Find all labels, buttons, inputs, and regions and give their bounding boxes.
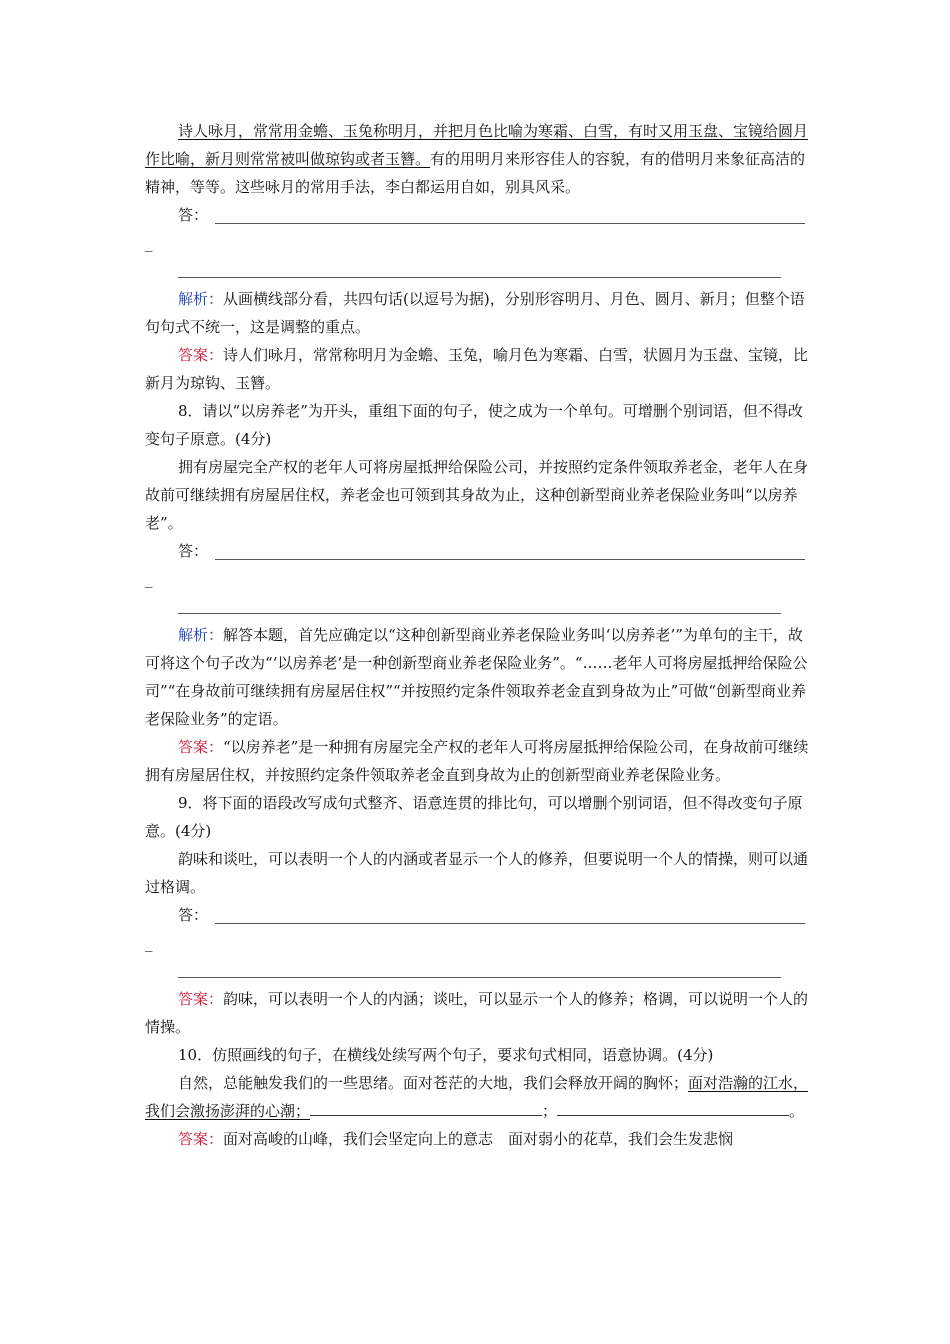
answer-label: 答案： [178,1130,224,1148]
answer-prefix: 答： [178,206,209,224]
period: 。 [789,1102,805,1120]
q7-analysis [145,285,813,341]
analysis-text: 解答本题，首先应确定以“这种创新型商业养老保险业务叫‘以房养老’”为单句的主干，故可将这个句子改为“‘以房养老’是一种创新型商业养老保险业务”。“……老年人可将房屋抵押给保险公司”“在身故前可继续拥有房屋居住权”“并按照约定条件领取养老金直到身故为止”可做“创新型商业养老保险业务”的定语。 [145,626,808,728]
q9-second-rule [145,957,813,985]
q10-passage [145,1069,813,1125]
answer-prefix: 答： [178,906,209,924]
q9-passage: 韵味和谈吐，可以表明一个人的内涵或者显示一个人的修养，但要说明一个人的情操，则可以通过格调。 [145,850,809,896]
analysis-text: 从画横线部分看，共四句话(以逗号为据)，分别形容明月、月色、圆月、新月；但整个语句句式不统一，这是调整的重点。 [145,290,805,336]
answer-label: 答案： [178,346,224,364]
q7-answer [145,341,813,397]
analysis-label: 解析： [178,290,224,308]
q9-stem: 9．将下面的语段改写成句式整齐、语意连贯的排比句，可以增删个别词语，但不得改变句子原意。(4分) [145,794,803,840]
q8-second-rule [145,593,813,621]
q9-dash: _ [145,934,153,952]
answer-text: “以房养老”是一种拥有房屋完全产权的老年人可将房屋抵押给保险公司，在身故前可继续拥有房屋居住权，并按照约定条件领取养老金直到身故为止的创新型商业养老保险业务。 [145,738,809,784]
q7-passage [145,117,813,201]
q10-stem: 10．仿照画线的句子，在横线处续写两个句子，要求句式相同，语意协调。(4分) [178,1046,714,1064]
q10-answer [145,1125,813,1153]
q7-second-rule [145,257,813,285]
answer-label: 答案： [178,990,224,1008]
answer-text: 韵味，可以表明一个人的内涵；谈吐，可以显示一个人的修养；格调，可以说明一个人的情操。 [145,990,809,1036]
q9-answer-line [145,901,813,929]
answer-rule [178,977,781,978]
document-page [145,117,813,1153]
semicolon: ； [542,1102,558,1120]
fill-blank-2-continued[interactable] [697,1099,789,1116]
answer-rule [178,277,781,278]
q7-dash: _ [145,234,153,252]
fill-blank-1[interactable] [310,1099,542,1116]
q10-underlined-text: 面对浩瀚的江水，我们会激扬澎湃的心潮； [145,1074,809,1120]
q7-underlined-text: 诗人咏月，常常用金蟾、玉兔称明月，并把月色比喻为寒霜、白雪，有时又用玉盘、宝镜给圆月作比喻，新月则常常被叫做琼钩或者玉簪。 [145,122,809,168]
fill-blank-2[interactable] [557,1099,697,1116]
q8-stem: 8．请以“以房养老”为开头，重组下面的句子，使之成为一个单句。可增删个别词语，但不得改变句子原意。(4分) [145,402,803,448]
q7-answer-line [145,201,813,229]
answer-rule [215,923,805,924]
q8-answer [145,733,813,789]
q9-answer [145,985,813,1041]
answer-text: 面对高峻的山峰，我们会坚定向上的意志 面对弱小的花草，我们会生发悲悯 [223,1130,734,1148]
answer-rule [178,613,781,614]
q8-answer-line [145,537,813,565]
answer-prefix: 答： [178,542,209,560]
q10-plain-text: 自然，总能触发我们的一些思绪。面对苍茫的大地，我们会释放开阔的胸怀； [178,1074,689,1092]
q8-passage: 拥有房屋完全产权的老年人可将房屋抵押给保险公司，并按照约定条件领取养老金，老年人在身故前可继续拥有房屋居住权，养老金也可领到其身故为止，这种创新型商业养老保险业务叫“以房养老”。 [145,458,809,532]
answer-rule [215,559,805,560]
answer-label: 答案： [178,738,224,756]
analysis-label: 解析： [178,626,224,644]
answer-text: 诗人们咏月，常常称明月为金蟾、玉兔，喻月色为寒霜、白雪，状圆月为玉盘、宝镜，比新月为琼钩、玉簪。 [145,346,809,392]
q8-dash: _ [145,570,153,588]
q8-analysis [145,621,813,733]
answer-rule [215,223,805,224]
q7-passage-rest: 有的用明月来形容佳人的容貌，有的借明月来象征高洁的精神，等等。这些咏月的常用手法，李白都运用自如，别具风采。 [145,150,806,196]
